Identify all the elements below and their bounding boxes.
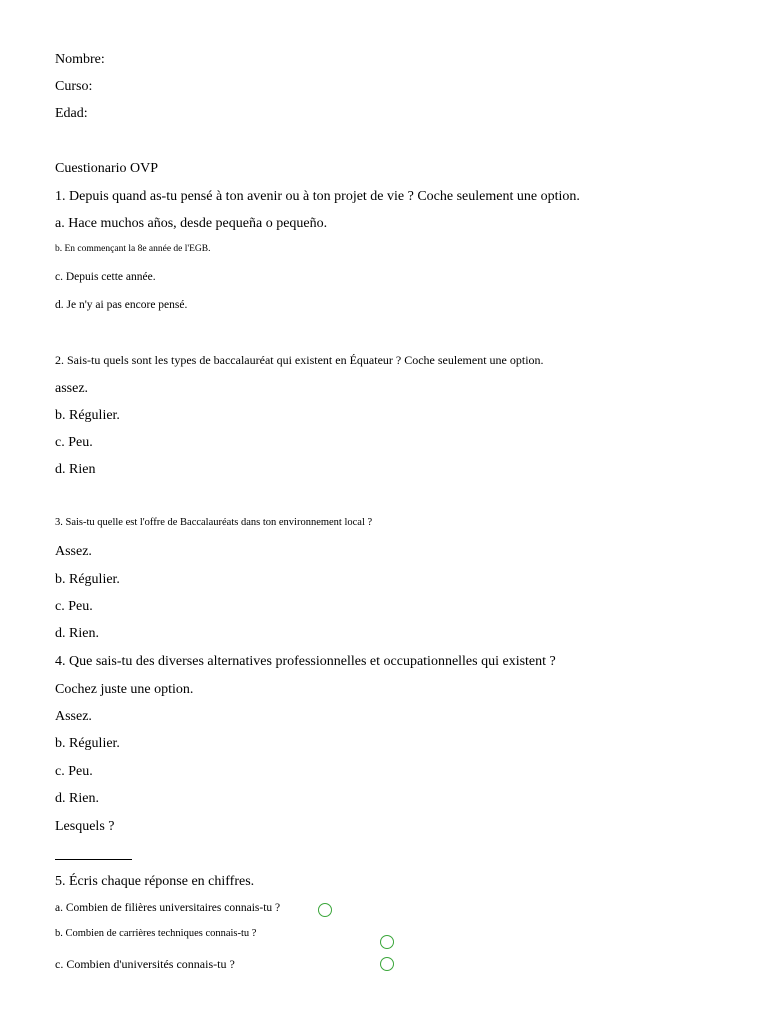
q4-option-b: b. Régulier. [55,736,120,751]
q1-option-a: a. Hace muchos años, desde pequeña o pequeño. [55,216,328,231]
q2-option-b: b. Régulier. [55,408,120,423]
q3-option-c: c. Peu. [55,599,93,614]
q4-option-a: Assez. [55,709,92,724]
q3-option-d: d. Rien. [55,626,99,641]
q5-c-answer-circle[interactable] [380,957,394,971]
edad-label: Edad: [55,106,88,121]
q5-item-a: a. Combien de filières universitaires connais-tu ? [55,902,281,914]
q4-option-d: d. Rien. [55,791,99,806]
q4-option-c: c. Peu. [55,764,93,779]
q4-followup: Lesquels ? [55,819,115,834]
q3-option-b: b. Régulier. [55,572,120,587]
q1-option-b: b. En commençant la 8e année de l'EGB. [55,244,211,254]
answer-blank-line[interactable] [55,859,132,860]
question-2: 2. Sais-tu quels sont les types de baccalauréat qui existent en Équateur ? Coche seulement une option. [55,353,544,367]
q2-option-d: d. Rien [55,462,96,477]
q2-option-c: c. Peu. [55,435,93,450]
q5-item-b: b. Combien de carrières techniques connais-tu ? [55,928,257,939]
curso-label: Curso: [55,79,93,94]
q5-a-answer-circle[interactable] [318,903,332,917]
q5-item-c: c. Combien d'universités connais-tu ? [55,957,235,971]
question-3: 3. Sais-tu quelle est l'offre de Baccalauréats dans ton environnement local ? [55,517,373,528]
q4-instruction: Cochez juste une option. [55,682,194,697]
q5-b-answer-circle[interactable] [380,935,394,949]
question-5: 5. Écris chaque réponse en chiffres. [55,874,255,889]
q1-option-c: c. Depuis cette année. [55,271,156,283]
q2-option-a: assez. [55,381,89,396]
questionnaire-title: Cuestionario OVP [55,161,159,176]
q3-option-a: Assez. [55,544,92,559]
question-4: 4. Que sais-tu des diverses alternatives professionnelles et occupationnelles qui existent ? [55,654,556,669]
nombre-label: Nombre: [55,52,105,67]
question-1: 1. Depuis quand as-tu pensé à ton avenir ou à ton projet de vie ? Coche seulement une option. [55,189,580,204]
q1-option-d: d. Je n'y ai pas encore pensé. [55,299,188,311]
